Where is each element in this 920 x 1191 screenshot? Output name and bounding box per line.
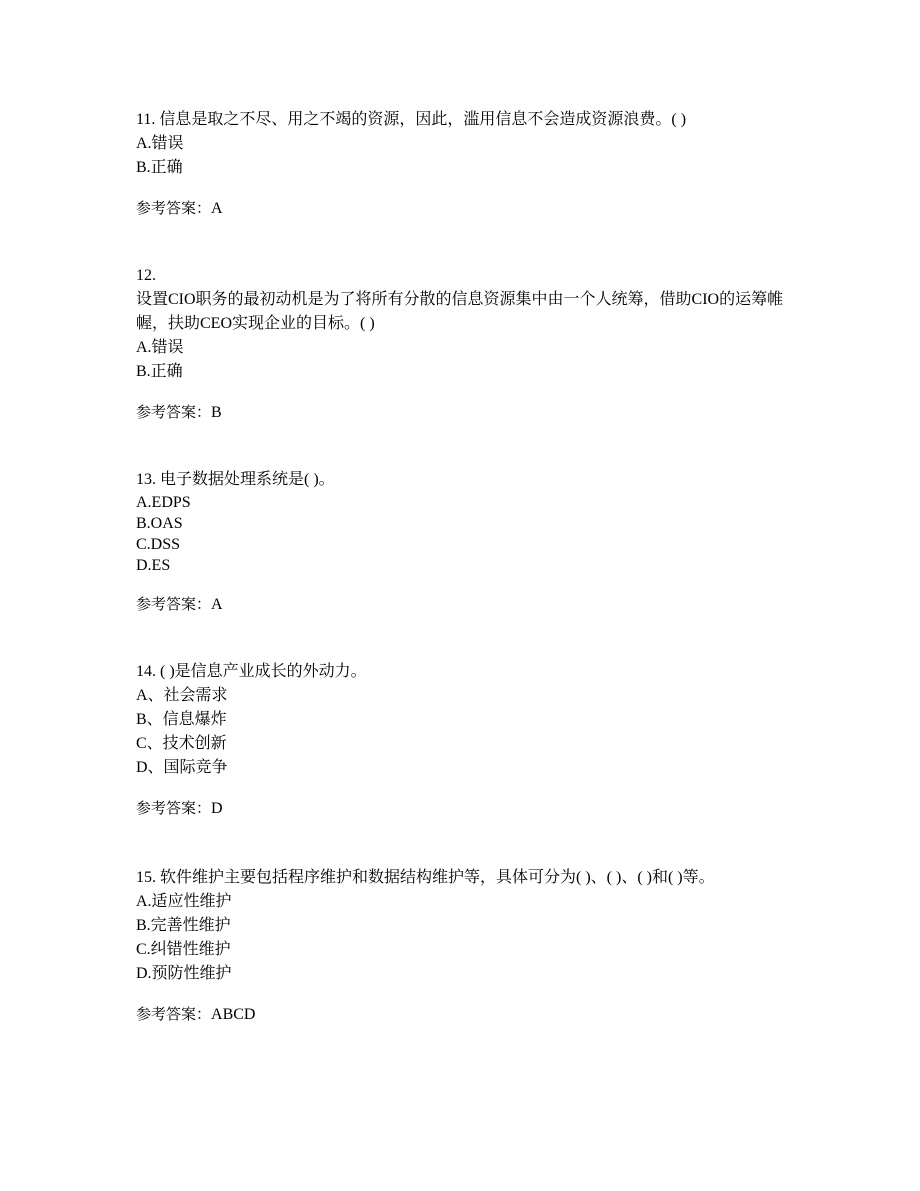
answer-line: [136, 400, 796, 425]
question-number: 15.: [136, 869, 156, 886]
option-a: A.EDPS: [136, 494, 191, 511]
answer-line: [136, 796, 796, 821]
option-b: B.正确: [136, 363, 183, 380]
answer-value: D: [211, 800, 223, 817]
question-11: [136, 108, 796, 221]
option-a: A.错误: [136, 135, 184, 152]
option-c: C、技术创新: [136, 735, 227, 752]
question-stem: [136, 264, 796, 336]
option-b: B、信息爆炸: [136, 711, 227, 728]
answer-value: A: [211, 200, 223, 217]
question-stem: [136, 660, 796, 684]
question-text: 设置CIO职务的最初动机是为了将所有分散的信息资源集中由一个人统筹，借助CIO的运筹帷幄，扶助CEO实现企业的目标。( ): [136, 291, 784, 332]
option-c: C.纠错性维护: [136, 941, 231, 958]
option-a: A、社会需求: [136, 687, 228, 704]
question-text: ( )是信息产业成长的外动力。: [160, 663, 367, 680]
question-text: 软件维护主要包括程序维护和数据结构维护等，具体可分为( )、( )、( )和( )等。: [160, 869, 715, 886]
answer-label: 参考答案：: [136, 199, 212, 217]
option-b: B.完善性维护: [136, 917, 231, 934]
question-14: [136, 660, 796, 821]
question-12: [136, 264, 796, 425]
answer-label: 参考答案：: [136, 403, 212, 421]
answer-value: ABCD: [211, 1006, 256, 1023]
option-a: A.适应性维护: [136, 893, 232, 910]
answer-value: A: [211, 596, 223, 613]
option-d: D.预防性维护: [136, 965, 232, 982]
option-b: B.OAS: [136, 515, 183, 532]
question-stem: [136, 866, 806, 890]
question-stem: [136, 468, 796, 492]
question-text: 信息是取之不尽、用之不竭的资源，因此，滥用信息不会造成资源浪费。( ): [159, 111, 687, 128]
option-a: A.错误: [136, 339, 184, 356]
answer-line: [136, 592, 796, 617]
answer-label: 参考答案：: [136, 1005, 212, 1023]
answer-label: 参考答案：: [136, 799, 212, 817]
question-15: [136, 866, 806, 1027]
option-d: D.ES: [136, 557, 171, 574]
question-13: [136, 468, 796, 617]
question-stem: [136, 108, 796, 132]
question-number: 12.: [136, 267, 156, 284]
answer-line: [136, 196, 796, 221]
answer-label: 参考答案：: [136, 595, 212, 613]
answer-value: B: [211, 404, 222, 421]
question-number: 11.: [136, 111, 156, 128]
question-number: 13.: [136, 471, 156, 488]
answer-line: [136, 1002, 806, 1027]
option-d: D、国际竞争: [136, 759, 228, 776]
question-text: 电子数据处理系统是( )。: [160, 471, 335, 488]
option-b: B.正确: [136, 159, 183, 176]
question-number: 14.: [136, 663, 156, 680]
option-c: C.DSS: [136, 536, 181, 553]
